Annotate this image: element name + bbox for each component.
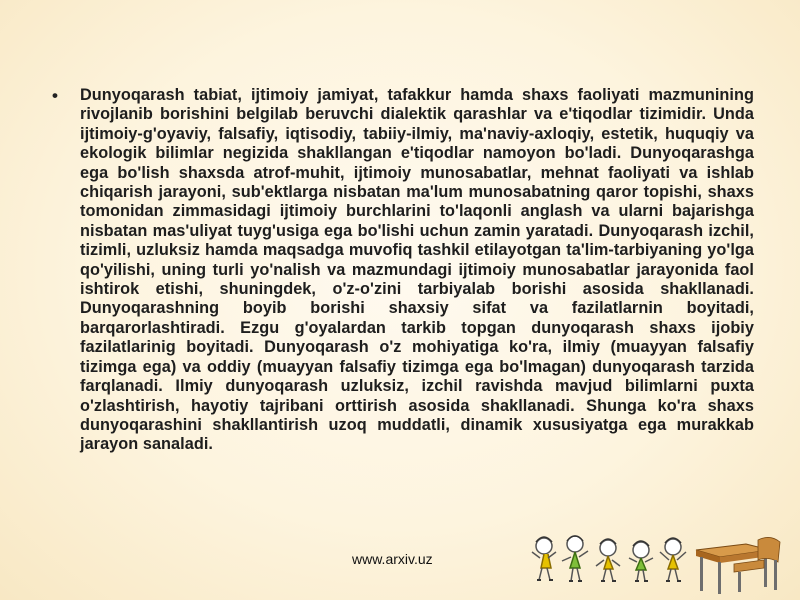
child-figure-icon <box>660 538 686 581</box>
bullet-marker: • <box>52 86 58 105</box>
school-desk-icon <box>696 537 780 594</box>
slide-content <box>50 86 754 455</box>
child-figure-icon <box>596 539 620 581</box>
child-figure-icon <box>532 537 556 580</box>
footer-url: www.arxiv.uz <box>352 551 433 567</box>
child-figure-icon <box>629 541 653 581</box>
children-and-school-desk-clipart-icon <box>528 530 790 598</box>
bullet-item <box>50 86 754 455</box>
body-paragraph: Dunyoqarash tabiat, ijtimoiy jamiyat, tafakkur hamda shaxs faoliyati mazmunining rivojlanib borishini belgilab beruvchi dialektik qarashlar va e'tiqodlar tizimidir. Unda ijtimoiy-g'oyaviy, falsafiy, iqtisodiy, tabiiy-ilmiy, ma'naviy-axloqiy, estetik, huquqiy va ekologik bilimlar negizida shakllangan e'tiqodlar namoyon bo'ladi. Dunyoqarashga ega bo'lish shaxsda atrof-muhit, ijtimoiy munosabatlar, mehnat faoliyati va ishlab chiqarish jarayoni, sub'ektlarga nisbatan ma'lum munosabatning qaror topishi, shaxs tomonidan zimmasidagi ijtimoiy burchlarini to'laqonli anglash va ularni bajarishga nisbatan mas'uliyat tuyg'usiga ega bo'lishi uchun zamin yaratadi. Dunyoqarash izchil, tizimli, uzluksiz hamda maqsadga muvofiq tashkil etilayotgan ta'lim-tarbiyaning yo'lga qo'yilishi, uning turli yo'nalish va mazmundagi ijtimoiy munosabatlar jarayonida faol ishtirok etishi, shuningdek, o'z-o'zini tarbiyalab borishi asosida shakllanadi. Dunyoqarashning boyib borishi shaxsiy sifat va fazilatlarnin boyitadi, barqarorlashtiradi. Ezgu g'oyalardan tarkib topgan dunyoqarash shaxs ijobiy fazilatlarinig boyitadi. Dunyoqarash o'z mohiyatiga ko'ra, ilmiy (muayyan falsafiy tizimga ega) va oddiy (muayyan falsafiy tizimga ega bo'lmagan) dunyoqarash tarzida farqlanadi. Ilmiy dunyoqarash uzluksiz, izchil ravishda mavjud bilimlarni puxta o'zlashtirish, hayotiy tajribani orttirish asosida shakllanadi. Shunga ko'ra shaxs dunyoqarashini shakllantirish uzoq muddatli, dinamik xususiyatga ega murakkab jarayon sanaladi. <box>80 86 754 454</box>
child-figure-icon <box>562 536 588 581</box>
